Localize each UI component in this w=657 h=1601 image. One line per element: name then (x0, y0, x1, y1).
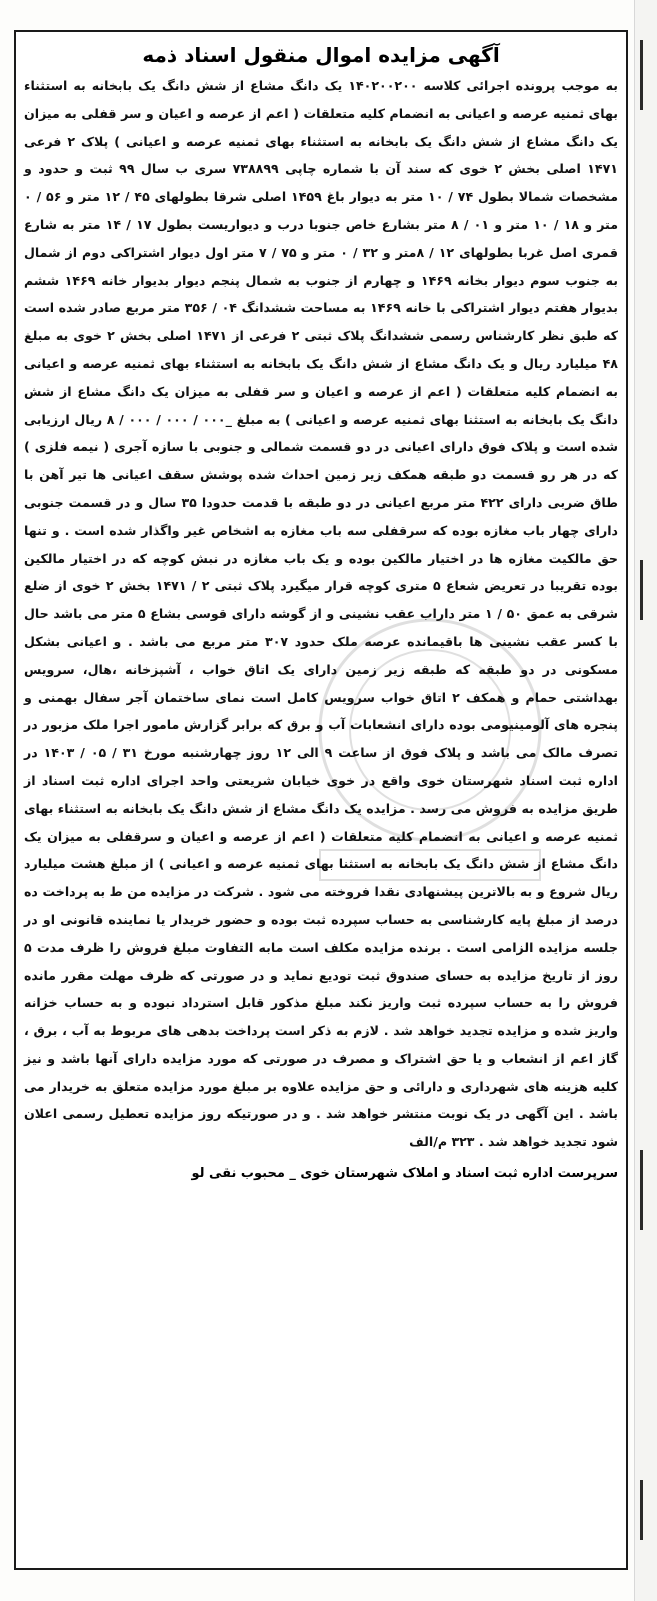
notice-title: آگهی مزایده اموال منقول اسناد ذمه (142, 43, 500, 67)
edge-rule-mark (640, 1150, 643, 1230)
edge-rule-mark (640, 560, 643, 620)
notice-signature: سرپرست اداره ثبت اسناد و املاک شهرستان خوی _ محبوب نقی لو (191, 1166, 618, 1182)
edge-rule-mark (640, 40, 643, 110)
adjacent-column-edge (634, 0, 657, 1601)
edge-rule-mark (640, 1480, 643, 1540)
auction-notice-box (14, 30, 628, 1570)
notice-body: به موجب پرونده اجرائی کلاسه ۱۴۰۲۰۰۲۰۰ یک دانگ مشاع از شش دانگ یک بابخانه به استثناء بهای ثمنیه عرصه و اعیانی به انضمام کلیه متعلقات ( اعم از عرصه و اعیان و سر قفلی به میزان یک دانگ مشاع از شش دانگ یک بابخانه به استثناء بهای ثمنیه عرصه و اعیانی ) پلاک ۲ فرعی ۱۴۷۱ اصلی بخش ۲ خوی که سند آن با شماره چاپی ۷۳۸۸۹۹ سری ب سال ۹۹ ثبت و حدود و مشخصات شمالا بطول ۷۴ / ۱۰ متر به دیوار باغ ۱۴۵۹ اصلی شرقا بطولهای ۴۵ / ۱۲ متر و ۵۶ / ۰ متر و ۱۸ / ۱۰ متر و ۰۱ / ۸ متر بشارع خاص جنوبا درب و دیواریست بطول ۱۷ / ۱۴ متر به شارع قمری اصل غربا بطولهای ۱۲ / ۸متر و ۳۲ / ۰ متر و ۷۵ / ۷ متر اول دیوار اشتراکی دوم از شمال به جنوب سوم دیوار بخانه ۱۴۶۹ و چهارم از جنوب به شمال پنجم دیوار بدیوار خانه ۱۴۶۹ ششم بدیوار هفتم دیوار اشتراکی با خانه ۱۴۶۹ به مساحت ششدانگ ۰۴ / ۳۵۶ متر مربع صادر شده است که طبق نظر کارشناس رسمی ششدانگ پلاک ثبتی ۲ فرعی از ۱۴۷۱ اصلی بخش ۲ خوی به مبلغ ۴۸ میلیارد ریال و یک دانگ مشاع از شش دانگ یک بابخانه به استثناء بهای ثمنیه عرصه و اعیانی به انضمام کلیه متعلقات ( اعم از عرصه و اعیان و سر قفلی به میزان یک دانگ مشاع از شش دانگ یک بابخانه به استثنا بهای ثمنیه عرصه و اعیانی ) به مبلغ _۰۰۰ / ۰۰۰ / ۰۰۰ / ۸ ریال ارزیابی شده است و پلاک فوق دارای اعیانی در دو قسمت شمالی و جنوبی با سازه آجری ( نیمه فلزی ) که در هر رو قسمت دو طبقه همکف زیر زمین احداث شده پوشش سقف اعیانی ها تیر آهن با طاق ضربی دارای ۴۲۲ متر مربع اعیانی در دو طبقه با قدمت حدودا ۳۵ سال و در قسمت جنوبی دارای چهار باب مغازه بوده که سرقفلی سه باب مغازه به اشخاص غیر واگذار شده است . و تنها حق مالکیت مغازه ها در اختیار مالکین بوده و یک باب مغازه در نبش کوچه که در اختیار مالکین بوده تقریبا در تعریض شعاع ۵ متری کوچه قرار میگیرد پلاک ثبتی ۲ / ۱۴۷۱ بخش ۲ خوی از ضلع شرقی به عمق ۵۰ / ۱ متر داراب عقب نشینی و از گوشه دارای قوسی بشاع ۵ متر می باشد حال با کسر عقب نشینی ها باقیمانده عرصه ملک حدود ۳۰۷ متر مربع می باشد . و اعیانی بشکل مسکونی در دو طبقه که طبقه زیر زمین دارای یک اتاق خواب ، آشپزخانه ،هال، سرویس بهداشتی حمام و همکف ۲ اتاق خواب سرویس کامل است نمای ساختمان آجر سفال بهمنی و پنجره های آلومینیومی بوده دارای انشعابات آب و برق که برابر گزارش مامور اجرا ملک مزبور در تصرف مالک می باشد و پلاک فوق از ساعت ۹ الی ۱۲ روز چهارشنبه مورخ ۳۱ / ۰۵ / ۱۴۰۳ در اداره ثبت اسناد شهرستان خوی واقع در خوی خیابان شریعتی واحد اجرای اداره ثبت اسناد از طریق مزایده به فروش می رسد . مزایده یک دانگ مشاع از شش دانگ یک بابخانه به استثناء بهای ثمنیه عرصه و اعیانی به انضمام کلیه متعلقات ( اعم از عرصه و اعیان و سرقفلی به میزان یک دانگ مشاع از شش دانگ یک بابخانه به استثنا بهای ثمنیه عرصه و اعیانی ) از مبلغ هشت میلیارد ریال شروع و به بالاترین پیشنهادی نقدا فروخته می شود . شرکت در مزایده من ط به پرداخت ده درصد از مبلغ پایه کارشناسی به حساب سپرده ثبت بوده و حضور خریدار یا نماینده قانونی او در جلسه مزایده الزامی است . برنده مزایده مکلف است مابه التفاوت مبلغ فروش را ظرف مدت ۵ روز از تاریخ مزایده به حسای صندوق ثبت تودیع نماید و در صورتی که ظرف مهلت مقرر مانده فروش را به حساب سپرده ثبت واریز نکند مبلغ مذکور قابل استرداد نبوده و به حساب خزانه واریز شده و مزایده تجدید خواهد شد . لازم به ذکر است پرداخت بدهی های مربوط به آب ، برق ، گاز اعم از انشعاب و یا حق اشتراک و مصرف در صورتی که مورد مزایده دارای آنها باشد و نیز کلیه هزینه های شهرداری و دارائی و حق مزایده علاوه بر مبلغ مورد مزایده متعلق به خریدار می باشد . این آگهی در یک نوبت منتشر خواهد شد . و در صورتیکه روز مزایده تعطیل رسمی اعلان شود تجدید خواهد شد . ۳۲۳ م/الف (24, 78, 619, 1150)
